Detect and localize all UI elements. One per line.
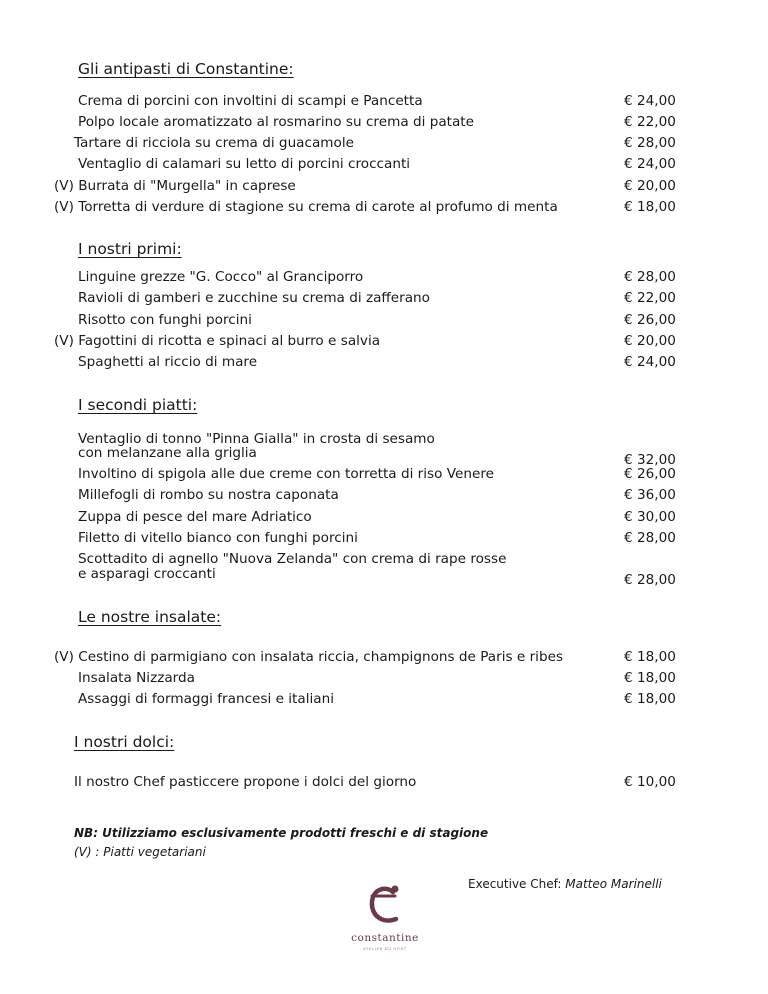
menu-item (0, 133, 768, 153)
dish-name: Polpo locale aromatizzato al rosmarino su crema di patate (78, 114, 475, 130)
menu-item (0, 485, 768, 505)
dish-name: (V) Burrata di "Murgella" in caprese (54, 178, 296, 194)
menu-item (0, 352, 768, 372)
constantine-logo-mark (365, 882, 405, 930)
menu-item (0, 267, 768, 287)
dish-name: (V) Torretta di verdure di stagione su crema di carote al profumo di menta (54, 199, 558, 215)
constantine-logo (330, 878, 440, 958)
dish-price: € 28,00 (624, 572, 676, 588)
dish-price: € 18,00 (624, 649, 676, 665)
chef-name: Matteo Marinelli (565, 877, 662, 891)
section-title-primi: I nostri primi: (78, 240, 182, 258)
dish-name: Tartare di ricciola su crema di guacamole (74, 135, 355, 151)
dish-price: € 18,00 (624, 199, 676, 215)
dish-name-line2: e asparagi croccanti (78, 566, 216, 582)
dish-price: € 18,00 (624, 670, 676, 686)
menu-item (0, 772, 768, 792)
executive-chef (468, 877, 662, 891)
menu-item (0, 689, 768, 709)
menu-item (0, 331, 768, 351)
dish-name: Linguine grezze "G. Cocco" al Granciporro (78, 269, 364, 285)
menu-item (0, 112, 768, 132)
dish-price: € 20,00 (624, 333, 676, 349)
dish-name: Assaggi di formaggi francesi e italiani (78, 691, 334, 707)
dish-price: € 26,00 (624, 466, 676, 482)
dish-name: Millefogli di rombo su nostra caponata (78, 487, 339, 503)
dish-name: Filetto di vitello bianco con funghi porcini (78, 530, 358, 546)
dish-name: (V) Fagottini di ricotta e spinaci al burro e salvia (54, 333, 381, 349)
note-vegetarian: (V) : Piatti vegetariani (74, 845, 206, 859)
menu-item (0, 528, 768, 548)
dish-price: € 28,00 (624, 269, 676, 285)
dish-name: Spaghetti al riccio di mare (78, 354, 258, 370)
dish-name: Ravioli di gamberi e zucchine su crema di zafferano (78, 290, 430, 306)
logo-wordmark: constantine (351, 932, 419, 944)
dish-name-line1: Scottadito di agnello "Nuova Zelanda" con crema di rape rosse (78, 551, 507, 567)
dish-price: € 24,00 (624, 156, 676, 172)
chef-label: Executive Chef: (468, 877, 566, 891)
dish-name: Ventaglio di calamari su letto di porcini croccanti (78, 156, 411, 172)
dish-price: € 36,00 (624, 487, 676, 503)
dish-name: (V) Cestino di parmigiano con insalata riccia, champignons de Paris e ribes (54, 649, 564, 665)
dish-name-line2: con melanzane alla griglia (78, 445, 257, 461)
dish-name: Insalata Nizzarda (78, 670, 195, 686)
menu-item (0, 432, 768, 468)
dish-price: € 20,00 (624, 178, 676, 194)
menu-item (0, 310, 768, 330)
menu-item (0, 91, 768, 111)
dish-price: € 26,00 (624, 312, 676, 328)
menu-item (0, 464, 768, 484)
dish-name: Risotto con funghi porcini (78, 312, 252, 328)
dish-price: € 24,00 (624, 93, 676, 109)
logo-subtitle: ATELIER DU GOÛT (363, 947, 407, 951)
dish-name: Crema di porcini con involtini di scampi e Pancetta (78, 93, 423, 109)
note-fresh-products: NB: Utilizziamo esclusivamente prodotti freschi e di stagione (74, 826, 489, 840)
dish-price: € 28,00 (624, 135, 676, 151)
section-title-dolci: I nostri dolci: (74, 733, 175, 751)
dish-price: € 24,00 (624, 354, 676, 370)
dish-name: Zuppa di pesce del mare Adriatico (78, 509, 312, 525)
dish-price: € 10,00 (624, 774, 676, 790)
dish-price: € 22,00 (624, 290, 676, 306)
dish-price: € 22,00 (624, 114, 676, 130)
menu-item (0, 552, 768, 588)
menu-item (0, 647, 768, 667)
section-title-insalate: Le nostre insalate: (78, 608, 222, 626)
dish-price: € 32,00 (624, 452, 676, 468)
dish-name: Involtino di spigola alle due creme con torretta di riso Venere (78, 466, 495, 482)
dish-name-line1: Ventaglio di tonno "Pinna Gialla" in crosta di sesamo (78, 431, 435, 447)
dish-price: € 28,00 (624, 530, 676, 546)
section-title-secondi: I secondi piatti: (78, 396, 198, 414)
menu-item (0, 197, 768, 217)
menu-item (0, 668, 768, 688)
menu-item (0, 154, 768, 174)
dish-price: € 18,00 (624, 691, 676, 707)
dish-price: € 30,00 (624, 509, 676, 525)
dish-name: Il nostro Chef pasticcere propone i dolci del giorno (74, 774, 417, 790)
section-title-antipasti: Gli antipasti di Constantine: (78, 60, 294, 78)
menu-item (0, 507, 768, 527)
menu-item (0, 176, 768, 196)
menu-item (0, 288, 768, 308)
